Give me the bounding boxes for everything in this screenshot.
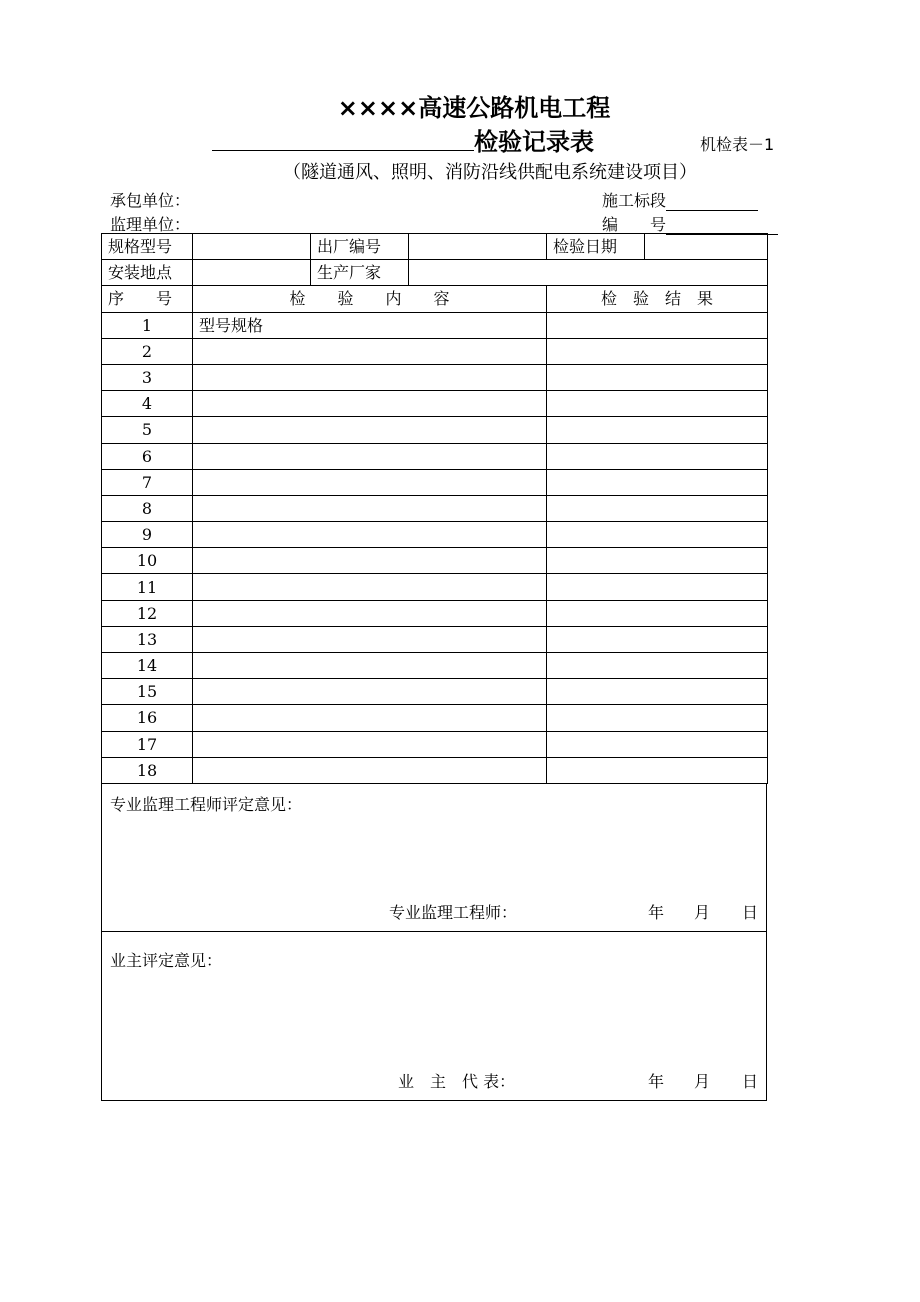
form-subtitle: （隧道通风、照明、消防沿线供配电系统建设项目） <box>283 162 697 183</box>
row-content[interactable] <box>193 495 547 521</box>
inspect-date-value[interactable] <box>645 234 768 260</box>
owner-month: 月 <box>694 1072 711 1091</box>
table-row <box>102 443 768 469</box>
table-row <box>102 731 768 757</box>
row-content[interactable] <box>193 364 547 390</box>
row-result[interactable] <box>547 705 768 731</box>
info-row-1 <box>102 234 768 260</box>
row-number: 7 <box>102 469 193 495</box>
location-value[interactable] <box>193 260 311 286</box>
table-row <box>102 705 768 731</box>
form-code: 机检表－1 <box>700 135 775 154</box>
model-label: 规格型号 <box>102 234 193 260</box>
owner-year: 年 <box>648 1072 665 1091</box>
supervisor-signer-label: 专业监理工程师： <box>389 903 518 922</box>
row-result[interactable] <box>547 757 768 783</box>
manufacturer-value[interactable] <box>409 260 768 286</box>
row-number: 14 <box>102 653 193 679</box>
inspect-date-label: 检验日期 <box>547 234 645 260</box>
supervisor-label: 监理单位： <box>110 215 191 234</box>
row-content[interactable] <box>193 443 547 469</box>
table-row <box>102 522 768 548</box>
row-number: 8 <box>102 495 193 521</box>
row-result[interactable] <box>547 469 768 495</box>
row-content[interactable] <box>193 469 547 495</box>
table-row <box>102 653 768 679</box>
factory-no-label: 出厂编号 <box>311 234 409 260</box>
content-header: 检 验 内 容 <box>193 286 547 312</box>
table-row <box>102 679 768 705</box>
row-content[interactable] <box>193 391 547 417</box>
row-result[interactable] <box>547 600 768 626</box>
row-result[interactable] <box>547 522 768 548</box>
table-row <box>102 469 768 495</box>
form-title: 检验记录表 <box>474 128 594 156</box>
row-number: 3 <box>102 364 193 390</box>
project-title: ××××高速公路机电工程 <box>337 94 611 122</box>
row-result[interactable] <box>547 574 768 600</box>
row-number: 2 <box>102 338 193 364</box>
row-number: 13 <box>102 626 193 652</box>
supervisor-year: 年 <box>648 903 665 922</box>
row-content[interactable] <box>193 705 547 731</box>
row-result[interactable] <box>547 626 768 652</box>
table-row <box>102 338 768 364</box>
row-result[interactable] <box>547 548 768 574</box>
row-result[interactable] <box>547 364 768 390</box>
row-number: 18 <box>102 757 193 783</box>
table-row <box>102 574 768 600</box>
row-result[interactable] <box>547 679 768 705</box>
row-result[interactable] <box>547 443 768 469</box>
title-underline <box>212 150 474 151</box>
table-row <box>102 495 768 521</box>
row-content[interactable] <box>193 600 547 626</box>
row-content[interactable] <box>193 757 547 783</box>
section-field[interactable] <box>602 188 758 211</box>
row-number: 6 <box>102 443 193 469</box>
row-content[interactable] <box>193 338 547 364</box>
inspection-table <box>101 233 768 784</box>
table-row <box>102 364 768 390</box>
seq-header: 序 号 <box>102 286 193 312</box>
row-number: 16 <box>102 705 193 731</box>
owner-signer-label: 业 主 代 表： <box>398 1072 516 1091</box>
section-label: 施工标段 <box>602 191 667 210</box>
row-content[interactable] <box>193 417 547 443</box>
manufacturer-label: 生产厂家 <box>311 260 409 286</box>
row-number: 12 <box>102 600 193 626</box>
table-row <box>102 312 768 338</box>
number-field[interactable] <box>602 212 778 235</box>
row-content[interactable] <box>193 522 547 548</box>
row-result[interactable] <box>547 731 768 757</box>
row-number: 17 <box>102 731 193 757</box>
model-value[interactable] <box>193 234 311 260</box>
table-row <box>102 600 768 626</box>
row-result[interactable] <box>547 338 768 364</box>
row-content[interactable] <box>193 548 547 574</box>
row-content[interactable] <box>193 653 547 679</box>
row-number: 5 <box>102 417 193 443</box>
owner-day: 日 <box>742 1072 759 1091</box>
owner-opinion-box[interactable] <box>101 932 767 1101</box>
supervisor-day: 日 <box>742 903 759 922</box>
row-content[interactable]: 型号规格 <box>193 312 547 338</box>
row-content[interactable] <box>193 626 547 652</box>
supervisor-opinion-label: 专业监理工程师评定意见： <box>110 795 303 814</box>
table-row <box>102 391 768 417</box>
row-number: 11 <box>102 574 193 600</box>
result-header: 检 验 结 果 <box>547 286 768 312</box>
table-row <box>102 548 768 574</box>
row-number: 15 <box>102 679 193 705</box>
number-label: 编 号 <box>602 215 667 234</box>
row-result[interactable] <box>547 495 768 521</box>
row-result[interactable] <box>547 312 768 338</box>
row-result[interactable] <box>547 391 768 417</box>
column-header-row <box>102 286 768 312</box>
supervisor-month: 月 <box>694 903 711 922</box>
row-number: 4 <box>102 391 193 417</box>
row-result[interactable] <box>547 653 768 679</box>
row-number: 1 <box>102 312 193 338</box>
info-row-2 <box>102 260 768 286</box>
factory-no-value[interactable] <box>409 234 547 260</box>
row-content[interactable] <box>193 731 547 757</box>
row-number: 9 <box>102 522 193 548</box>
supervisor-opinion-box[interactable] <box>101 784 767 932</box>
row-result[interactable] <box>547 417 768 443</box>
table-row <box>102 757 768 783</box>
table-row <box>102 417 768 443</box>
section-blank[interactable] <box>666 195 758 211</box>
row-content[interactable] <box>193 574 547 600</box>
location-label: 安装地点 <box>102 260 193 286</box>
table-row <box>102 626 768 652</box>
row-number: 10 <box>102 548 193 574</box>
contractor-label: 承包单位： <box>110 191 191 210</box>
row-content[interactable] <box>193 679 547 705</box>
inspection-rows <box>102 312 768 783</box>
owner-opinion-label: 业主评定意见： <box>110 951 223 970</box>
